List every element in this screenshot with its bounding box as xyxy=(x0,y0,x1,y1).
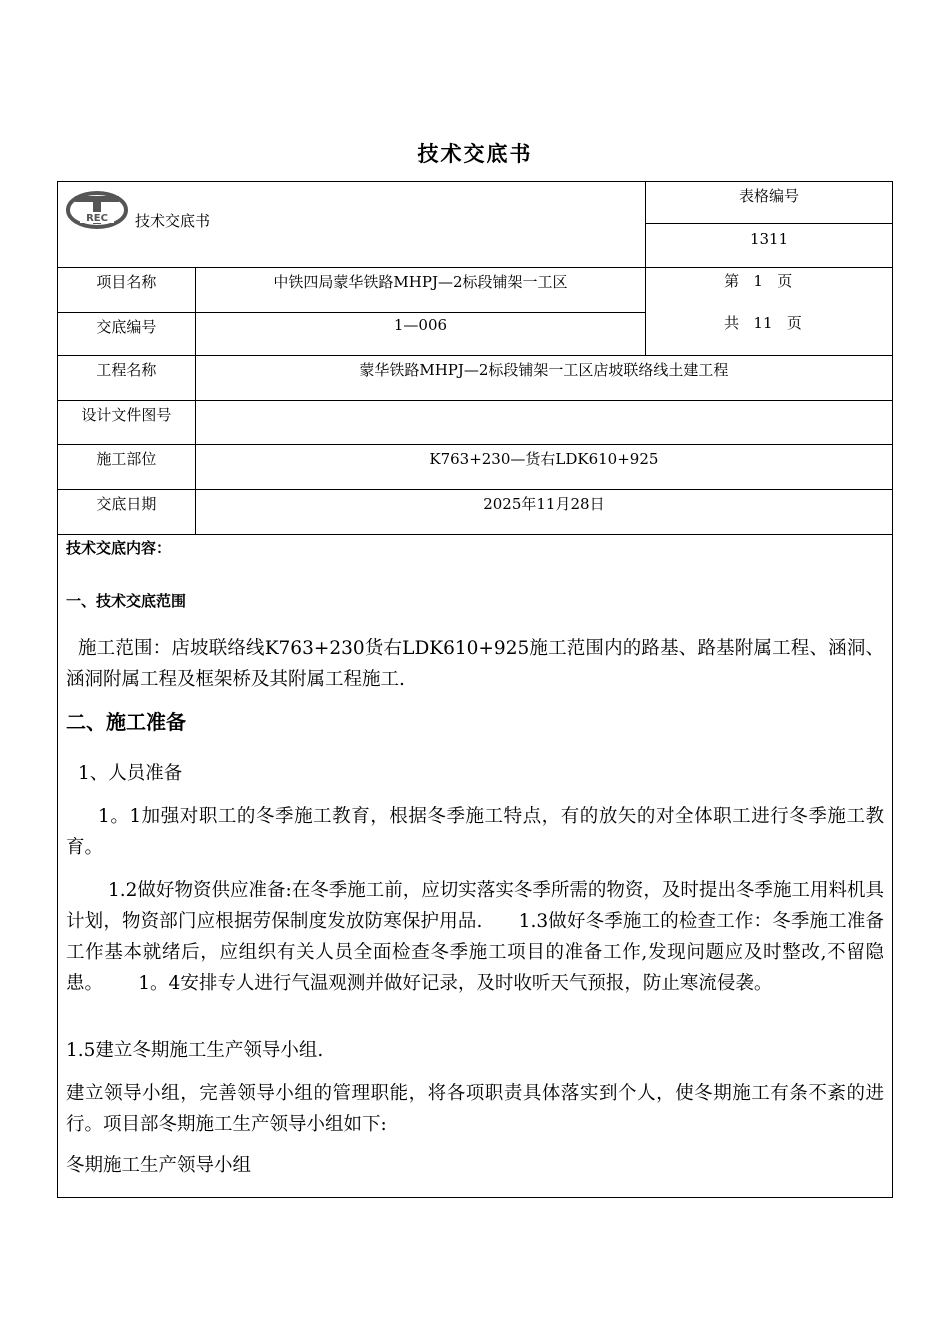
paragraph-1-5: 1.5建立冬期施工生产领导小组. xyxy=(66,1040,324,1061)
design-doc-value xyxy=(195,401,892,445)
site-value: K763+230—货右LDK610+925 xyxy=(195,445,892,490)
date-label: 交底日期 xyxy=(58,490,196,535)
company-logo xyxy=(66,190,128,234)
section-1-title: 一、技术交底范围 xyxy=(66,592,187,610)
paragraph-group-title: 冬期施工生产领导小组 xyxy=(66,1155,252,1176)
design-doc-label: 设计文件图号 xyxy=(58,401,196,445)
content-box xyxy=(57,534,893,1198)
info-table xyxy=(57,181,893,535)
paragraph-1-1: 1。1加强对职工的冬季施工教育，根据冬季施工特点，有的放矢的对全体职工进行冬季施工教育。 xyxy=(66,806,884,858)
form-no-label: 表格编号 xyxy=(646,182,893,224)
date-value: 2025年11月28日 xyxy=(195,490,892,535)
page-info-cell xyxy=(646,268,893,356)
section-1-text: 施工范围：店坡联络线K763+230货右LDK610+925施工范围内的路基、路基附属工程、涵洞、涵洞附属工程及框架桥及其附属工程施工. xyxy=(66,638,884,690)
project-name-label: 项目名称 xyxy=(58,268,196,313)
project-name-value: 中铁四局蒙华铁路MHPJ—2标段铺架一工区 xyxy=(195,268,645,313)
handover-no-label: 交底编号 xyxy=(58,313,196,356)
site-label: 施工部位 xyxy=(58,445,196,490)
header-logo-cell xyxy=(58,182,646,268)
work-name-label: 工程名称 xyxy=(58,356,196,401)
content-heading: 技术交底内容： xyxy=(66,539,172,557)
subsection-1-title: 1、人员准备 xyxy=(78,763,183,784)
page-total: 共 11 页 xyxy=(724,314,802,332)
paragraph-1-2: 1.2做好物资供应准备:在冬季施工前，应切实落实冬季所需的物资，及时提出冬季施工用料机具计划，物资部门应根据劳保制度发放防寒保护用品. 1.3做好冬季施工的检查工作：冬季施工准备工作基本就绪后，应组织有关人员全面检查冬季施工项目的准备工作,发现问题应及时整改,不留隐患。 1。4安排专人进行气温观测并做好记录，及时收听天气预报，防止寒流侵袭。 xyxy=(66,880,884,994)
work-name-value: 蒙华铁路MHPJ—2标段铺架一工区店坡联络线土建工程 xyxy=(195,356,892,401)
logo-text: REC xyxy=(86,213,108,224)
header-label: 技术交底书 xyxy=(135,212,211,230)
handover-no-value: 1—006 xyxy=(195,313,645,356)
document-title: 技术交底书 xyxy=(417,142,533,166)
form-no-value: 1311 xyxy=(646,224,893,268)
paragraph-leadership: 建立领导小组，完善领导小组的管理职能，将各项职责具体落实到个人，使冬期施工有条不紊的进行。项目部冬期施工生产领导小组如下: xyxy=(66,1083,884,1135)
section-2-title: 二、施工准备 xyxy=(66,710,186,734)
page-number: 第 1 页 xyxy=(724,272,793,290)
